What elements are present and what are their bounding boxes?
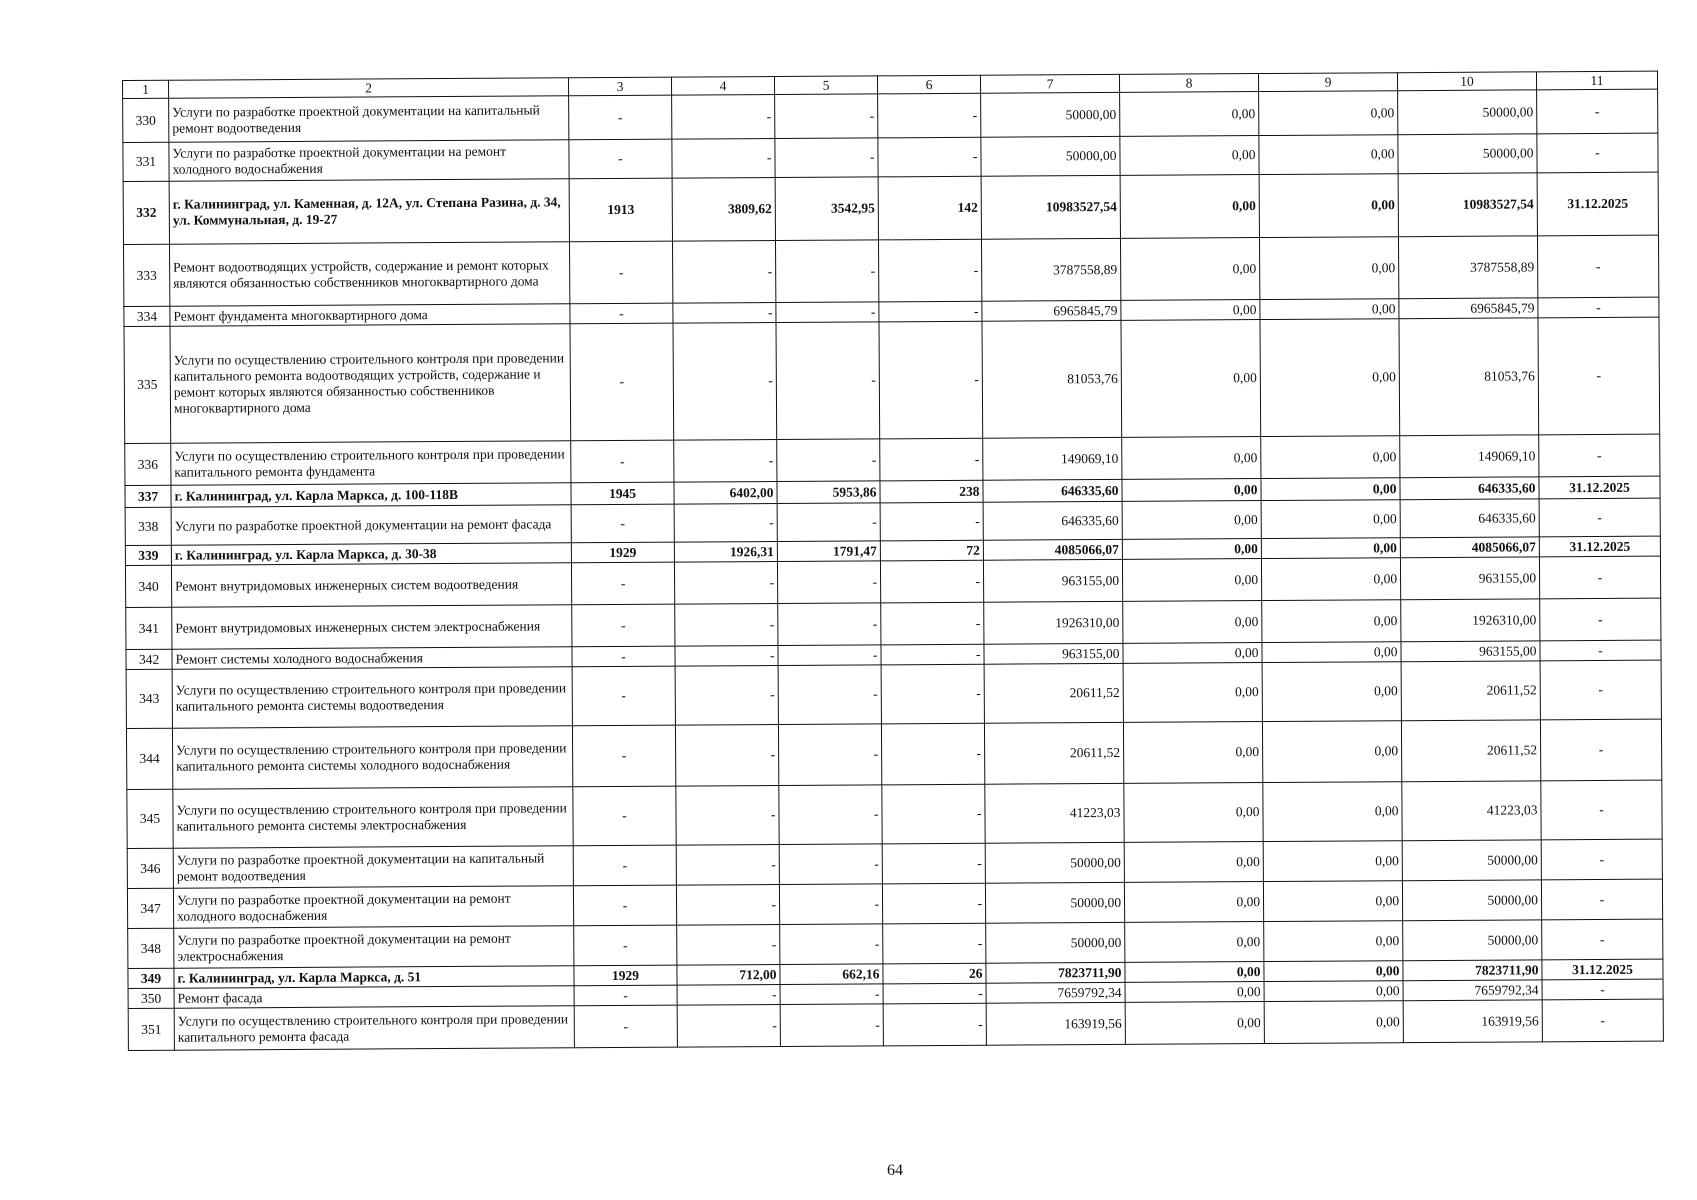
area-total-cell: - [672,241,775,304]
cost-col8-cell: 0,00 [1124,842,1263,883]
description-cell: г. Калининград, ул. Карла Маркса, д. 51 [174,966,574,988]
deadline-cell: - [1540,660,1661,720]
cost-col9-cell: 0,00 [1259,174,1398,238]
cost-col9-cell: 0,00 [1259,237,1398,300]
cost-col8-cell: 0,00 [1123,643,1262,664]
area-living-cell: - [778,665,881,725]
cost-col10-cell: 50000,00 [1402,840,1541,881]
year-cell: - [574,925,677,966]
cost-col10-cell: 149069,10 [1400,435,1539,478]
cost-total-cell: 7659792,34 [986,982,1125,1003]
area-total-cell: - [673,303,776,324]
deadline-cell: - [1541,879,1662,920]
cost-col8-cell: 0,00 [1125,962,1264,983]
capital-repair-table [122,71,1664,1051]
cost-col8-cell: 0,00 [1125,922,1264,963]
cost-col9-cell: 0,00 [1264,961,1403,982]
cost-total-cell: 963155,00 [984,643,1123,664]
year-cell: - [574,985,677,1006]
area-living-cell: - [780,1004,883,1047]
description-cell: Ремонт фундамента многоквартирного дома [170,304,570,326]
deadline-cell: - [1537,133,1658,173]
cost-total-cell: 7823711,90 [986,962,1125,983]
area-total-cell: - [675,725,778,787]
page-number: 64 [887,1162,903,1179]
cost-col10-cell: 646335,60 [1400,477,1539,500]
year-cell: - [573,845,676,886]
area-total-cell: - [674,504,777,543]
residents-cell: - [881,644,984,665]
year-cell: - [571,504,674,543]
row-number-cell: 331 [123,142,169,181]
cost-col8-cell: 0,00 [1122,479,1261,502]
area-total-cell: - [673,323,777,441]
year-cell: - [572,604,675,647]
cost-total-cell: 10983527,54 [981,175,1120,239]
area-total-cell: 1926,31 [674,542,777,563]
cost-col10-cell: 10983527,54 [1398,173,1537,237]
cost-col9-cell: 0,00 [1264,981,1403,1002]
residents-cell: - [883,1003,986,1046]
row-number-cell: 343 [126,669,172,728]
area-total-cell: 6402,00 [674,482,777,505]
row-number-cell: 341 [126,607,172,649]
area-living-cell: - [778,724,881,786]
area-total-cell: 3809,62 [672,178,775,242]
description-cell: г. Калининград, ул. Каменная, д. 12А, ул. Степана Разина, д. 34, ул. Коммунальная, д. 19-27 [169,179,569,244]
column-header: 6 [877,75,980,94]
cost-col9-cell: 0,00 [1262,721,1401,783]
cost-col10-cell: 1926310,00 [1401,599,1540,642]
cost-col10-cell: 50000,00 [1398,134,1537,174]
year-cell: - [573,885,676,926]
residents-cell: - [882,843,985,884]
row-number-cell: 348 [128,928,174,968]
column-header: 10 [1397,72,1536,91]
residents-cell: 26 [883,963,986,984]
residents-cell: - [882,784,985,844]
cost-col10-cell: 20611,52 [1401,661,1540,721]
description-cell: Ремонт внутридомовых инженерных систем водоотведения [171,563,571,607]
area-living-cell: - [780,924,883,965]
year-cell: - [572,725,675,787]
cost-col10-cell: 646335,60 [1400,499,1539,538]
row-number-cell: 351 [128,1008,174,1050]
cost-col10-cell: 4085066,07 [1400,537,1539,558]
table-row [123,172,1658,244]
row-number-cell: 346 [127,848,173,888]
row-number-cell: 336 [125,443,171,485]
cost-col8-cell: 0,00 [1125,982,1264,1003]
column-header: 8 [1119,74,1258,93]
cost-col9-cell: 0,00 [1263,841,1402,882]
cost-col10-cell: 41223,03 [1402,781,1541,841]
residents-cell: - [878,239,981,302]
cost-col10-cell: 963155,00 [1400,557,1539,600]
year-cell: - [574,1005,677,1048]
cost-col9-cell: 0,00 [1261,558,1400,601]
residents-cell: - [880,438,983,481]
cost-total-cell: 4085066,07 [983,539,1122,560]
year-cell: - [569,139,672,179]
area-total-cell: - [676,786,779,846]
cost-col10-cell: 50000,00 [1398,90,1537,135]
description-cell: Услуги по разработке проектной документации на ремонт фасада [171,505,571,545]
cost-total-cell: 646335,60 [983,501,1122,540]
residents-cell: 238 [880,480,983,503]
cost-col10-cell: 7823711,90 [1403,960,1542,981]
cost-col9-cell: 0,00 [1261,436,1400,479]
description-cell: Услуги по осуществлению строительного контроля при проведении капитального ремонта системы водоотведения [172,667,572,728]
cost-col10-cell: 50000,00 [1402,880,1541,921]
row-number-cell: 344 [126,728,172,789]
description-cell: Ремонт внутридомовых инженерных систем электроснабжения [172,605,572,649]
area-total-cell: - [672,139,775,179]
deadline-cell: 31.12.2025 [1539,476,1660,499]
cost-total-cell: 50000,00 [981,92,1120,137]
row-number-cell: 347 [127,888,173,928]
cost-col8-cell: 0,00 [1120,136,1259,176]
cost-total-cell: 646335,60 [983,479,1122,502]
cost-col8-cell: 0,00 [1124,882,1263,923]
description-cell: Услуги по осуществлению строительного контроля при проведении капитального ремонта водоотводящих устройств, содержание и ремонт которых являются обязанностью собственников многоквартирного дома [170,324,571,443]
cost-col8-cell: 0,00 [1123,663,1262,723]
row-number-cell: 350 [128,988,174,1008]
cost-col8-cell: 0,00 [1121,320,1261,438]
cost-total-cell: 163919,56 [986,1002,1125,1045]
description-cell: Услуги по осуществлению строительного контроля при проведении капитального ремонта системы электроснабжения [173,787,573,848]
cost-col8-cell: 0,00 [1122,501,1261,540]
table-row [127,780,1662,848]
area-total-cell: - [672,95,775,140]
cost-col10-cell: 81053,76 [1399,318,1539,436]
residents-cell: 72 [880,540,983,561]
cost-col10-cell: 7659792,34 [1403,980,1542,1001]
area-living-cell: - [779,884,882,925]
area-living-cell: - [776,302,879,323]
area-living-cell: - [777,503,880,542]
cost-total-cell: 6965845,79 [982,300,1121,321]
area-total-cell: - [675,646,778,667]
cost-total-cell: 149069,10 [983,437,1122,480]
cost-col9-cell: 0,00 [1261,478,1400,501]
description-cell: Услуги по разработке проектной документации на ремонт холодного водоснабжения [173,886,573,928]
area-living-cell: - [775,138,878,178]
deadline-cell: - [1539,556,1660,599]
area-living-cell: 5953,86 [777,481,880,504]
area-living-cell: 1791,47 [777,541,880,562]
deadline-cell: - [1540,719,1661,781]
description-cell: г. Калининград, ул. Карла Маркса, д. 100-118В [171,483,571,507]
cost-total-cell: 41223,03 [985,783,1124,843]
column-header: 4 [671,77,774,96]
year-cell: 1945 [571,482,674,505]
deadline-cell: 31.12.2025 [1539,536,1660,557]
cost-col8-cell: 0,00 [1120,92,1259,137]
cost-col9-cell: 0,00 [1260,319,1400,437]
deadline-cell: - [1538,317,1660,435]
area-living-cell: - [775,94,878,139]
residents-cell: - [878,93,981,138]
deadline-cell: - [1538,297,1659,318]
cost-col8-cell: 0,00 [1124,783,1263,843]
cost-total-cell: 50000,00 [985,882,1124,923]
row-number-cell: 337 [125,485,171,507]
column-header: 3 [568,77,671,96]
deadline-cell: 31.12.2025 [1542,959,1663,980]
deadline-cell: - [1539,498,1660,537]
residents-cell: - [881,723,984,785]
residents-cell: - [878,137,981,177]
cost-col9-cell: 0,00 [1262,662,1401,722]
area-living-cell: - [777,439,880,482]
cost-total-cell: 81053,76 [982,320,1122,438]
description-cell: Услуги по осуществлению строительного контроля при проведении капитального ремонта фасада [174,1006,574,1050]
cost-col10-cell: 163919,56 [1403,1000,1542,1043]
year-cell: - [572,666,675,726]
residents-cell: - [880,560,983,603]
cost-col9-cell: 0,00 [1264,1001,1403,1044]
cost-col9-cell: 0,00 [1262,600,1401,643]
row-number-cell: 339 [125,545,171,565]
column-header: 7 [980,74,1119,93]
description-cell: Услуги по осуществлению строительного контроля при проведении капитального ремонта системы холодного водоснабжения [172,726,572,789]
year-cell: - [570,323,674,441]
description-cell: г. Калининград, ул. Карла Маркса, д. 30-38 [171,543,571,565]
area-total-cell: - [677,984,780,1005]
table-row [124,317,1660,443]
description-cell: Услуги по разработке проектной документации на ремонт холодного водоснабжения [169,140,569,181]
column-header: 9 [1258,73,1397,92]
area-total-cell: 712,00 [677,964,780,985]
row-number-cell: 333 [124,244,170,306]
deadline-cell: - [1540,640,1661,661]
description-cell: Ремонт водоотводящих устройств, содержание и ремонт которых являются обязанностью собственников многоквартирного дома [170,242,570,306]
table-row [128,999,1663,1050]
deadline-cell: - [1542,919,1663,960]
area-living-cell: - [779,785,882,845]
row-number-cell: 338 [125,507,171,545]
description-cell: Ремонт фасада [174,986,574,1008]
row-number-cell: 345 [127,789,173,848]
cost-col9-cell: 0,00 [1259,135,1398,175]
cost-col8-cell: 0,00 [1123,601,1262,644]
cost-col9-cell: 0,00 [1264,921,1403,962]
description-cell: Ремонт системы холодного водоснабжения [172,647,572,669]
year-cell: - [573,786,676,846]
area-living-cell: 662,16 [780,964,883,985]
year-cell: - [569,241,672,304]
area-total-cell: - [676,844,779,885]
cost-col8-cell: 0,00 [1123,722,1262,784]
deadline-cell: - [1540,598,1661,641]
area-total-cell: - [675,666,778,726]
cost-col8-cell: 0,00 [1122,437,1261,480]
residents-cell: - [883,983,986,1004]
year-cell: - [572,646,675,667]
deadline-cell: - [1541,839,1662,880]
cost-total-cell: 20611,52 [984,663,1123,723]
area-living-cell: - [777,561,880,604]
residents-cell: - [881,602,984,645]
area-living-cell: - [778,603,881,646]
residents-cell: - [882,883,985,924]
cost-total-cell: 963155,00 [983,559,1122,602]
table-body [123,89,1664,1050]
cost-total-cell: 20611,52 [984,722,1123,784]
residents-cell: - [880,502,983,541]
cost-col9-cell: 0,00 [1260,299,1399,320]
deadline-cell: - [1539,434,1660,477]
cost-total-cell: 50000,00 [981,136,1120,176]
row-number-cell: 349 [128,968,174,988]
area-living-cell: - [775,240,878,303]
cost-total-cell: 50000,00 [985,842,1124,883]
residents-cell: - [881,664,984,724]
cost-col9-cell: 0,00 [1262,642,1401,663]
deadline-cell: - [1542,979,1663,1000]
year-cell: - [570,303,673,324]
cost-col10-cell: 20611,52 [1401,720,1540,782]
residents-cell: 142 [878,176,981,240]
cost-col10-cell: 50000,00 [1403,920,1542,961]
description-cell: Услуги по разработке проектной документации на ремонт электроснабжения [174,926,574,968]
area-total-cell: - [675,604,778,647]
cost-col8-cell: 0,00 [1122,559,1261,602]
description-cell: Услуги по разработке проектной документации на капитальный ремонт водоотведения [173,846,573,888]
row-number-cell: 340 [125,565,171,607]
table-row [126,719,1661,789]
area-living-cell: - [780,984,883,1005]
row-number-cell: 342 [126,649,172,669]
residents-cell: - [879,301,982,322]
area-living-cell: - [776,322,880,440]
year-cell: - [571,562,674,605]
cost-col9-cell: 0,00 [1261,538,1400,559]
deadline-cell: - [1541,780,1662,840]
cost-col9-cell: 0,00 [1259,91,1398,136]
cost-col8-cell: 0,00 [1121,300,1260,321]
residents-cell: - [883,923,986,964]
cost-col9-cell: 0,00 [1261,500,1400,539]
table-row [126,660,1661,728]
area-living-cell: - [778,645,881,666]
cost-col8-cell: 0,00 [1122,539,1261,560]
area-living-cell: - [779,844,882,885]
cost-col10-cell: 6965845,79 [1399,298,1538,319]
deadline-cell: - [1537,89,1658,134]
area-total-cell: - [674,440,777,483]
deadline-cell: - [1542,999,1663,1042]
row-number-cell: 330 [123,98,169,142]
table-row [124,235,1659,306]
cost-col9-cell: 0,00 [1263,881,1402,922]
cost-col10-cell: 963155,00 [1401,641,1540,662]
year-cell: 1929 [571,542,674,563]
year-cell: 1913 [569,178,672,242]
cost-col8-cell: 0,00 [1120,238,1259,301]
cost-col8-cell: 0,00 [1125,1002,1264,1045]
cost-total-cell: 1926310,00 [984,601,1123,644]
area-total-cell: - [674,562,777,605]
area-living-cell: 3542,95 [775,177,878,241]
column-header: 11 [1536,71,1657,90]
cost-col9-cell: 0,00 [1263,782,1402,842]
column-header: 2 [169,78,569,98]
description-cell: Услуги по осуществлению строительного контроля при проведении капитального ремонта фундамента [171,441,571,485]
year-cell: - [569,95,672,140]
deadline-cell: - [1537,235,1658,298]
area-total-cell: - [677,924,780,965]
area-total-cell: - [676,884,779,925]
residents-cell: - [879,321,983,439]
row-number-cell: 334 [124,306,170,326]
deadline-cell: 31.12.2025 [1537,172,1658,236]
cost-col8-cell: 0,00 [1120,175,1259,239]
description-cell: Услуги по разработке проектной документации на капитальный ремонт водоотведения [169,96,569,142]
row-number-cell: 335 [124,326,171,443]
column-header: 5 [774,76,877,95]
year-cell: 1929 [574,965,677,986]
cost-col10-cell: 3787558,89 [1398,236,1537,299]
cost-total-cell: 3787558,89 [981,238,1120,301]
year-cell: - [571,440,674,483]
row-number-cell: 332 [123,181,169,244]
area-total-cell: - [677,1004,780,1047]
cost-total-cell: 50000,00 [986,922,1125,963]
column-header: 1 [123,80,169,98]
